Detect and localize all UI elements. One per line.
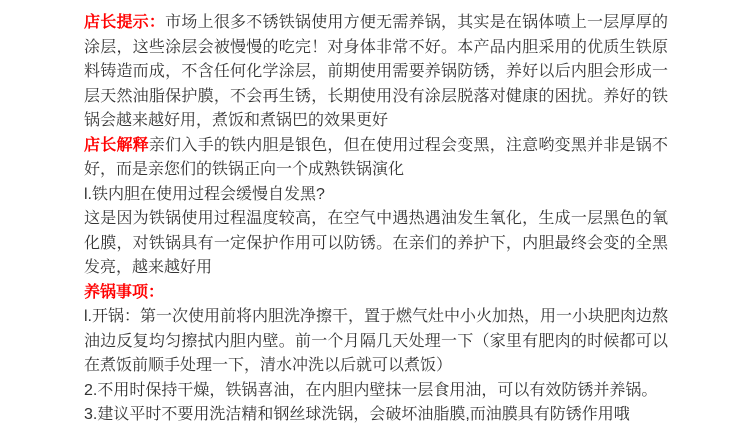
blackening-answer-paragraph [84,207,668,281]
care-item-2-text: 2.不用时保持干燥，铁锅喜油，在内胆内壁抹一层食用油，可以有效防锈并养锅。 [84,381,658,399]
shop-tip-paragraph [84,11,668,134]
care-item-3-text: 3.建议平时不要用洗洁精和钢丝球洗锅，会破坏油脂膜,而油膜具有防锈作用哦 [84,406,630,423]
shop-explain-text: 亲们入手的铁内胆是银色，但在使用过程会变黑，注意哟变黑并非是锅不好，而是亲您们的铁锅正向一个成熟铁锅演化 [84,136,668,178]
blackening-answer-text: 这是因为铁锅使用过程温度较高，在空气中遇热遇油发生氧化，生成一层黑色的氧化膜，对铁锅具有一定保护作用可以防锈。在亲们的养护下，内胆最终会变的全黑发亮，越来越好用 [84,210,668,276]
care-item-3 [84,403,668,428]
care-item-2 [84,379,668,404]
shop-explain-label: 店长解释 [84,136,149,154]
description-text-block [84,11,668,428]
care-heading-label: 养锅事项： [84,283,165,301]
care-heading [84,281,668,306]
care-item-1-text: l.开锅：第一次使用前将内胆洗净擦干，置于燃气灶中小火加热，用一小块肥肉边熬油边反复均匀擦拭内胆内壁。前一个月隔几天处理一下（家里有肥肉的时候都可以在煮饭前顺手处理一下，清水冲洗以后就可以煮饭） [84,308,669,374]
blackening-question-line [84,183,668,208]
shop-explain-paragraph [84,134,668,183]
shop-tip-label: 店长提示： [84,14,166,31]
blackening-question-text: l.铁内胆在使用过程会缓慢自发黑? [84,185,325,203]
shop-tip-text: 市场上很多不锈铁锅使用方便无需养锅，其实是在锅体喷上一层厚厚的涂层，这些涂层会被慢慢的吃完！对身体非常不好。本产品内胆采用的优质生铁原料铸造而成，不含任何化学涂层，前期使用需要养锅防锈，养好以后内胆会形成一层天然油脂保护膜，不会再生锈，长期使用没有涂层脱落对健康的困扰。养好的铁锅会越来越好用，煮饭和煮锅巴的效果更好 [84,14,668,129]
care-item-1 [84,305,668,379]
